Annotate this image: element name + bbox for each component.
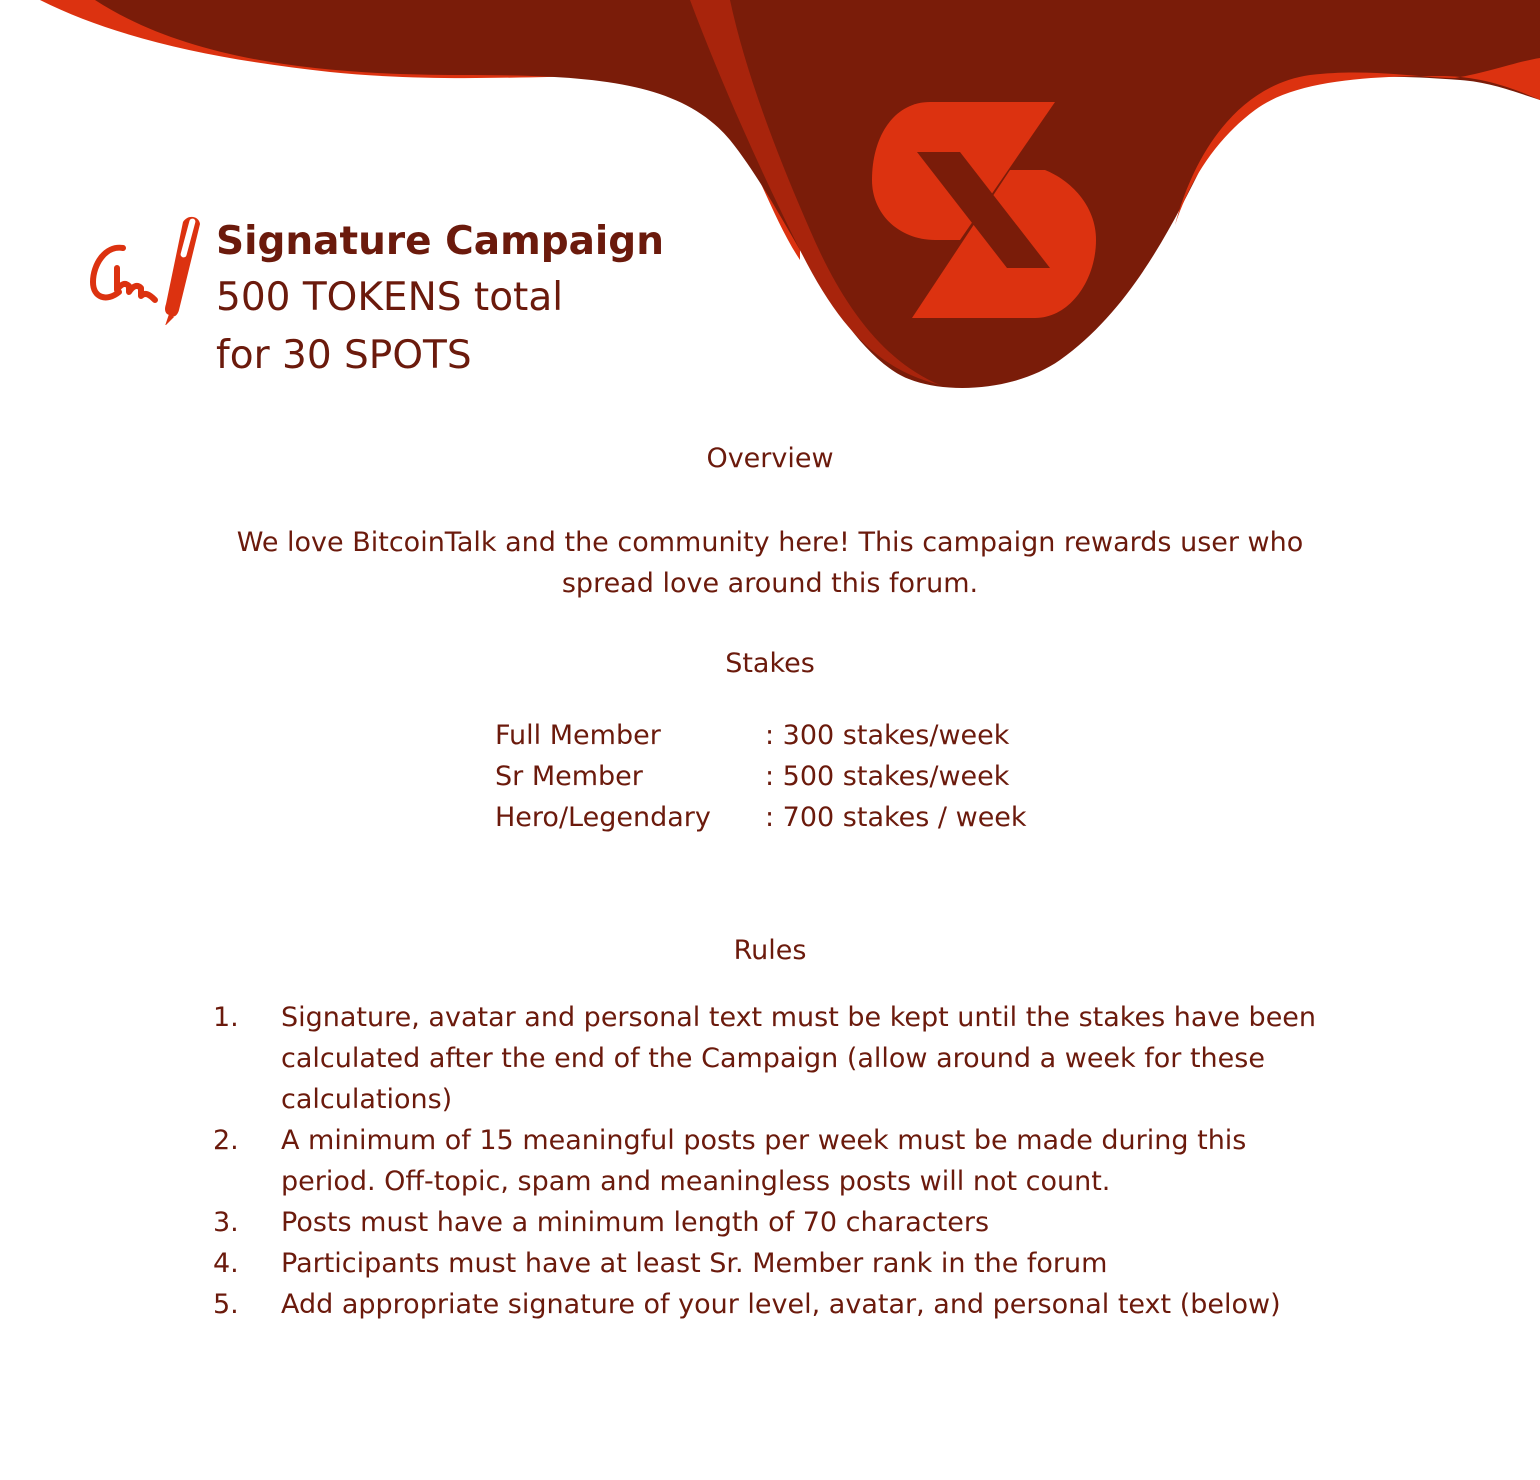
- rule-item: [213, 1202, 1333, 1243]
- stakes-row: [495, 715, 1027, 756]
- overview-body: We love BitcoinTalk and the community here! This campaign rewards user who spread love around this forum.: [236, 527, 1304, 599]
- rules-heading: Rules: [733, 935, 807, 966]
- rule-number: 2.: [213, 1125, 239, 1156]
- rule-number: 5.: [213, 1289, 239, 1320]
- rule-item: [213, 1120, 1333, 1202]
- stakes-row: [495, 797, 1027, 838]
- stakes-level: Full Member: [495, 720, 661, 751]
- stakes-reward: : 300 stakes/week: [765, 720, 1010, 751]
- stakes-row: [495, 756, 1027, 797]
- spots-count: for 30 SPOTS: [216, 333, 472, 378]
- rules-list: [213, 997, 1333, 1325]
- signature-pen-icon: [85, 210, 210, 325]
- stakes-reward: : 700 stakes / week: [765, 802, 1027, 833]
- header-text: [216, 215, 664, 385]
- campaign-header: [85, 205, 785, 385]
- stakes-table: [495, 715, 1027, 838]
- rule-text: Participants must have at least Sr. Member rank in the forum: [281, 1248, 1108, 1279]
- rule-number: 1.: [213, 1002, 239, 1033]
- overview-heading: Overview: [706, 443, 834, 474]
- rule-text: Signature, avatar and personal text must be kept until the stakes have been calculated after the end of the Campaign (allow around a week for these calculations): [281, 1002, 1317, 1115]
- token-total: 500 TOKENS total: [216, 275, 564, 320]
- stakes-heading: Stakes: [725, 648, 815, 679]
- rule-text: Add appropriate signature of your level, avatar, and personal text (below): [281, 1289, 1281, 1320]
- stakes-reward: : 500 stakes/week: [765, 761, 1010, 792]
- stakes-level: Sr Member: [495, 761, 643, 792]
- stakes-level: Hero/Legendary: [495, 802, 711, 833]
- rule-item: [213, 997, 1333, 1120]
- rule-number: 3.: [213, 1207, 239, 1238]
- rule-item: [213, 1284, 1333, 1325]
- campaign-title: Signature Campaign: [216, 219, 664, 264]
- rule-number: 4.: [213, 1248, 239, 1279]
- rule-text: A minimum of 15 meaningful posts per week must be made during this period. Off-topic, spam and meaningless posts will not count.: [281, 1125, 1247, 1197]
- rule-text: Posts must have a minimum length of 70 characters: [281, 1207, 990, 1238]
- rule-item: [213, 1243, 1333, 1284]
